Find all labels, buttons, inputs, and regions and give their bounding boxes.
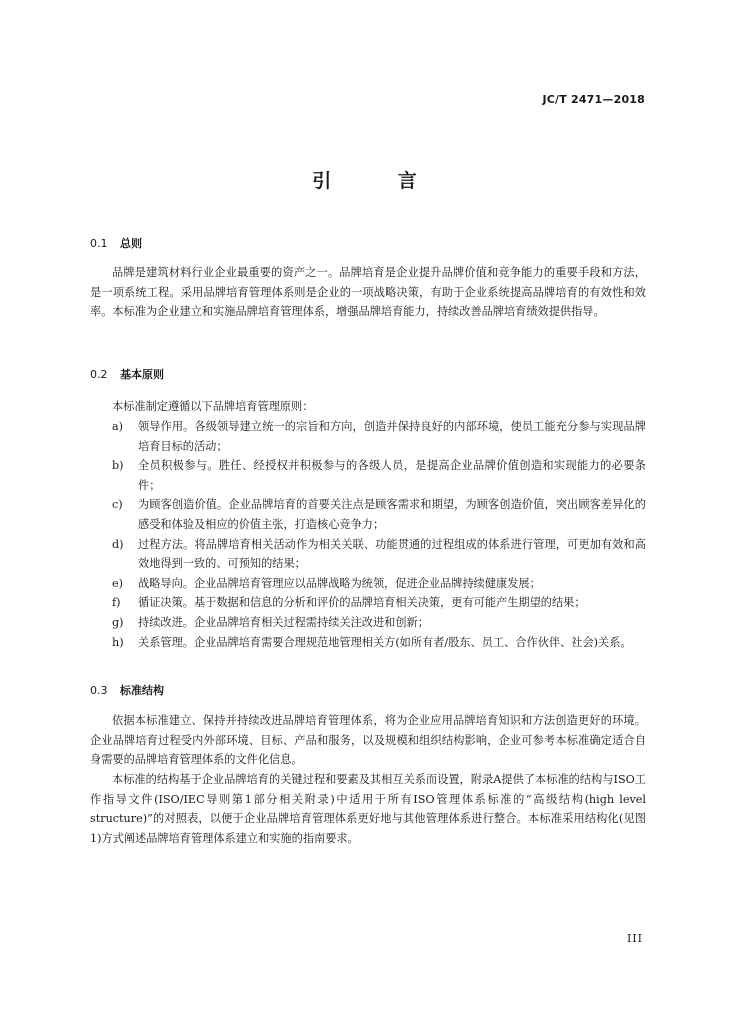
- list-item-text: 循证决策。基于数据和信息的分析和评价的品牌培育相关决策，更有可能产生期望的结果；: [138, 596, 586, 610]
- list-item: [112, 417, 646, 456]
- list-item-text: 过程方法。将品牌培育相关活动作为相关关联、功能贯通的过程组成的体系进行管理，可更加有效和高效地得到一致的、可预知的结果；: [138, 537, 646, 571]
- section-number: 0.2: [90, 368, 108, 381]
- list-item-text: 持续改进。企业品牌培育相关过程需持续关注改进和创新；: [138, 615, 429, 629]
- list-item-text: 为顾客创造价值。企业品牌培育的首要关注点是顾客需求和期望，为顾客创造价值，突出顾客差异化的感受和体验及相应的价值主张，打造核心竞争力；: [138, 498, 646, 531]
- list-item-text: 领导作用。各级领导建立统一的宗旨和方向，创造并保持良好的内部环境，使员工能充分参与实现品牌培育目标的活动；: [138, 420, 646, 453]
- paragraph: 依据本标准建立、保持并持续改进品牌培育管理体系，将为企业应用品牌培育知识和方法创造更好的环境。企业品牌培育过程受内外部环境、目标、产品和服务，以及规模和组织结构影响，企业可参考本标准确定适合自身需要的品牌培育管理体系的文件化信息。: [90, 714, 646, 767]
- list-intro: 本标准制定遵循以下品牌培育管理原则：: [112, 400, 314, 413]
- section-heading-0-1: [90, 235, 142, 251]
- section-heading-0-2: [90, 366, 164, 382]
- list-marker: d): [112, 537, 124, 551]
- section-title: 总则: [120, 237, 142, 250]
- paragraph: 本标准的结构基于企业品牌培育的关键过程和要素及其相互关系而设置，附录A提供了本标准的结构与ISO工作指导文件(ISO/IEC导则第1部分相关附录)中适用于所有ISO管理体系标准的“高级结构(high level structure)”的对照表，以便于企业品牌培育管理体系更好地与其他管理体系进行整合。本标准采用结构化(见图1)方式阐述品牌培育管理体系建立和实施的指南要求。: [90, 773, 646, 845]
- section-title: 标准结构: [120, 684, 164, 697]
- list-marker: f): [112, 596, 121, 610]
- list-marker: c): [112, 498, 123, 512]
- list-item: [112, 574, 646, 594]
- section-number: 0.1: [90, 237, 108, 250]
- list-item: [112, 456, 646, 495]
- list-item: [112, 633, 646, 653]
- section-title: 基本原则: [120, 368, 164, 381]
- section-heading-0-3: [90, 682, 164, 698]
- section-number: 0.3: [90, 684, 108, 697]
- list-item-text: 关系管理。企业品牌培育需要合理规范地管理相关方(如所有者/股东、员工、合作伙伴、社会)关系。: [138, 635, 632, 649]
- principles-list: [112, 417, 646, 652]
- page-title: 引 言: [312, 170, 447, 192]
- list-marker: g): [112, 615, 124, 629]
- list-item-text: 战略导向。企业品牌培育管理应以品牌战略为统领，促进企业品牌持续健康发展；: [138, 576, 541, 590]
- list-item-text: 全员积极参与。胜任、经授权并积极参与的各级人员，是提高企业品牌价值创造和实现能力的必要条件；: [138, 459, 646, 492]
- paragraph: 品牌是建筑材料行业企业最重要的资产之一。品牌培育是企业提升品牌价值和竞争能力的重要手段和方法，是一项系统工程。采用品牌培育管理体系则是企业的一项战略决策，有助于企业系统提高品牌培育的有效性和效率。本标准为企业建立和实施品牌培育管理体系，增强品牌培育能力，持续改善品牌培育绩效提供指导。: [90, 266, 646, 319]
- list-item: [112, 613, 646, 633]
- page-number: III: [626, 932, 643, 945]
- list-marker: h): [112, 635, 124, 649]
- list-item: [112, 593, 646, 613]
- list-marker: e): [112, 576, 123, 590]
- list-item: [112, 535, 646, 574]
- list-marker: a): [112, 420, 124, 433]
- list-item: [112, 495, 646, 534]
- list-marker: b): [112, 459, 124, 473]
- standard-code: JC/T 2471—2018: [542, 93, 645, 106]
